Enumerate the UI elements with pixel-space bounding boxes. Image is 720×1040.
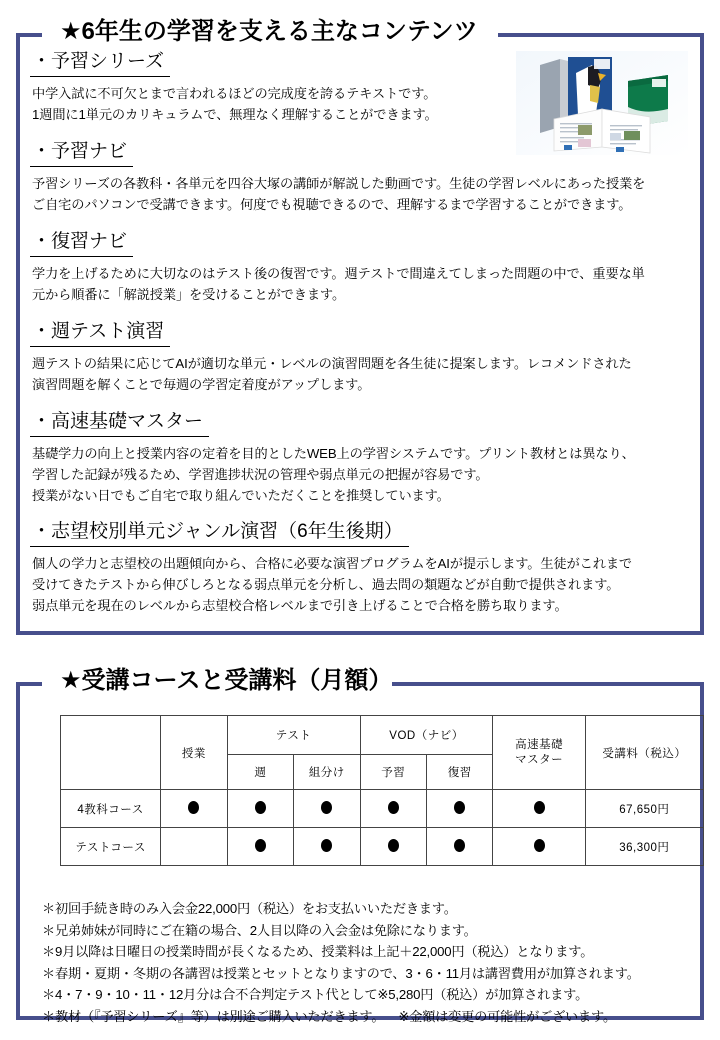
- section-body-line: 中学入試に不可欠とまで言われるほどの完成度を誇るテキストです。: [32, 86, 437, 101]
- header-yoshu: 予習: [360, 755, 426, 790]
- section-heading: ・高速基礎マスター: [30, 409, 209, 437]
- table-header-row-group: [61, 716, 704, 755]
- cell-master: [493, 790, 585, 828]
- note-line: ＊教材（『予習シリーズ』等）は別途ご購入いただきます。: [42, 1008, 385, 1024]
- header-kosoku-master-line1: 高速基礎: [515, 738, 564, 751]
- cell-yoshu: [360, 828, 426, 866]
- section-heading: ・志望校別単元ジャンル演習（6年生後期）: [30, 519, 409, 547]
- section-shu-test-enshu: [20, 319, 700, 395]
- cell-price: 67,650円: [585, 790, 703, 828]
- fee-table: [60, 715, 704, 866]
- section-body-line: 演習問題を解くことで毎週の学習定着度がアップします。: [32, 377, 371, 392]
- section-yoshu-series: [20, 49, 700, 125]
- section-body-line: 学力を上げるために大切なのはテスト後の復習です。週テストで間違えてしまった問題の中で、重要な単: [32, 266, 645, 281]
- header-kumiwake: 組分け: [294, 755, 360, 790]
- section-body-line: 授業がない日でもご自宅で取り組んでいただくことを推奨しています。: [32, 488, 450, 503]
- cell-price: 36,300円: [585, 828, 703, 866]
- note-line: ＊兄弟姉妹が同時にご在籍の場合、2人目以降の入会金は免除になります。: [42, 922, 477, 938]
- section-body-line: 基礎学力の向上と授業内容の定着を目的としたWEB上の学習システムです。プリント教材とは異なり、: [32, 446, 635, 461]
- section-fukushu-navi: [20, 229, 700, 305]
- section-heading: ・予習ナビ: [30, 139, 133, 167]
- contents-panel-title: ★6年生の学習を支える主なコンテンツ: [60, 18, 478, 45]
- note-line: ＊4・7・9・10・11・12月分は合不合判定テスト代として※5,280円（税込）が加算されます。: [42, 987, 589, 1002]
- fees-panel-top-border-left: [16, 682, 42, 686]
- fees-notes: [42, 898, 690, 1027]
- fees-panel-top-border-right: [346, 682, 704, 686]
- cell-week: [227, 790, 293, 828]
- cell-kumiwake: [294, 828, 360, 866]
- section-shibokoubetsu-enshu: [20, 519, 700, 616]
- table-row: [61, 828, 704, 866]
- row-course-label: 4教科コース: [61, 790, 161, 828]
- bullet-mark-icon: [534, 801, 545, 814]
- section-body: [32, 263, 690, 305]
- bullet-mark-icon: [534, 839, 545, 852]
- section-body-line: 元から順番に「解説授業」を受けることができます。: [32, 287, 346, 302]
- cell-kumiwake: [294, 790, 360, 828]
- section-body: [32, 83, 690, 125]
- bullet-mark-icon: [454, 839, 465, 852]
- section-body: [32, 443, 690, 506]
- bullet-mark-icon: [255, 839, 266, 852]
- section-body-line: 個人の学力と志望校の出題傾向から、合格に必要な演習プログラムをAIが提示します。生徒がこれまで: [32, 556, 633, 571]
- fees-panel-title: ★受講コースと受講料（月額）: [60, 667, 393, 694]
- section-body-line: 受けてきたテストから伸びしろとなる弱点単元を分析し、過去問の類題などが自動で提供されます。: [32, 577, 620, 592]
- header-jugyo: 授業: [161, 716, 227, 790]
- note-line: ＊9月以降は日曜日の授業時間が長くなるため、授業料は上記＋22,000円（税込）となります。: [42, 944, 594, 959]
- table-row: [61, 790, 704, 828]
- header-week: 週: [227, 755, 293, 790]
- row-course-label: テストコース: [61, 828, 161, 866]
- header-test-group: テスト: [227, 716, 360, 755]
- bullet-mark-icon: [321, 839, 332, 852]
- header-kosoku-master-line2: マスター: [515, 753, 564, 766]
- fee-table-container: [60, 715, 704, 866]
- bullet-mark-icon: [321, 801, 332, 814]
- cell-week: [227, 828, 293, 866]
- cell-jugyo: [161, 828, 227, 866]
- section-body: [32, 553, 690, 616]
- section-body: [32, 353, 690, 395]
- bullet-mark-icon: [255, 801, 266, 814]
- section-heading: ・復習ナビ: [30, 229, 133, 257]
- note-line: ＊春期・夏期・冬期の各講習は授業とセットとなりますので、3・6・11月は講習費用が加算されます。: [42, 965, 640, 981]
- header-vod-group: VOD（ナビ）: [360, 716, 493, 755]
- section-body-line: 1週間に1単元のカリキュラムで、無理なく理解することができます。: [32, 107, 438, 122]
- cell-master: [493, 828, 585, 866]
- section-yoshu-navi: [20, 139, 700, 215]
- section-heading: ・予習シリーズ: [30, 49, 170, 77]
- section-body-line: 予習シリーズの各教科・各単元を四谷大塚の講師が解説した動画です。生徒の学習レベルにあった授業を: [32, 176, 646, 191]
- section-kosoku-kiso-master: [20, 409, 700, 506]
- header-course-blank: [61, 716, 161, 790]
- bullet-mark-icon: [188, 801, 199, 814]
- section-body-line: 弱点単元を現在のレベルから志望校合格レベルまで引き上げることで合格を勝ち取ります。: [32, 598, 568, 613]
- bullet-mark-icon: [388, 801, 399, 814]
- cell-jugyo: [161, 790, 227, 828]
- bullet-mark-icon: [388, 839, 399, 852]
- section-body: [32, 173, 690, 215]
- contents-panel: [16, 18, 704, 635]
- cell-fukushu: [427, 790, 493, 828]
- fees-panel: [16, 667, 704, 1024]
- section-heading: ・週テスト演習: [30, 319, 170, 347]
- section-body-line: 学習した記録が残るため、学習進捗状況の管理や弱点単元の把握が容易です。: [32, 467, 489, 482]
- section-body-line: 週テストの結果に応じてAIが適切な単元・レベルの演習問題を各生徒に提案します。レコメンドされた: [32, 356, 632, 371]
- note-line-with-tail: [42, 1006, 690, 1028]
- contents-panel-body: [20, 37, 700, 631]
- note-line: ＊初回手続き時のみ入会金22,000円（税込）をお支払いいただきます。: [42, 901, 457, 916]
- header-price: 受講料（税込）: [585, 716, 703, 790]
- header-kosoku-master: [493, 716, 585, 790]
- cell-fukushu: [427, 828, 493, 866]
- note-tail: ※金額は変更の可能性がございます。: [398, 1008, 616, 1024]
- bullet-mark-icon: [454, 801, 465, 814]
- header-fukushu: 復習: [427, 755, 493, 790]
- section-body-line: ご自宅のパソコンで受講できます。何度でも視聴できるので、理解するまで学習することができます。: [32, 197, 632, 212]
- cell-yoshu: [360, 790, 426, 828]
